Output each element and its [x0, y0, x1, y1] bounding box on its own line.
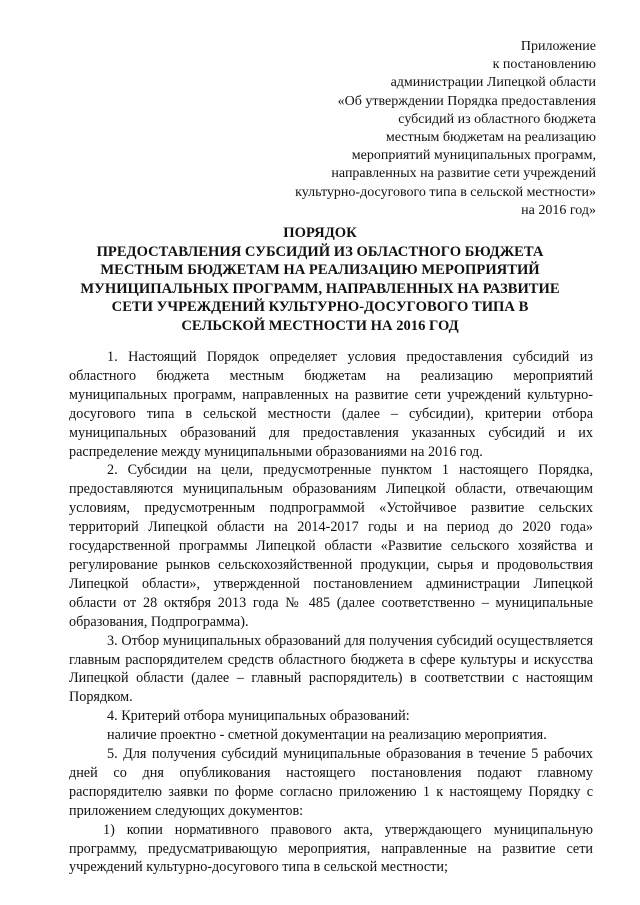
title-line: СЕЛЬСКОЙ МЕСТНОСТИ НА 2016 ГОД: [181, 317, 459, 334]
paragraph-2: 2. Субсидии на цели, предусмотренные пунктом 1 настоящего Порядка, предоставляются муниципальным образованиям Липецкой области, отвечающим условиям, предусмотренным подпрограммой «Устойчивое развитие сельских территорий Липецкой области на 2014-2017 годы и на период до 2020 года» государственной программы Липецкой области «Развитие сельского хозяйства и регулирование рынков сельскохозяйственной продукции, сырья и продовольствия Липецкой области», утвержденной постановлением администрации Липецкой области от 28 октября 2013 года № 485 (далее соответственно – муниципальные образования, Подпрограмма).: [69, 462, 593, 630]
title-line: МУНИЦИПАЛЬНЫХ ПРОГРАММ, НАПРАВЛЕННЫХ НА РАЗВИТИЕ: [80, 280, 560, 297]
paragraph-1: 1. Настоящий Порядок определяет условия предоставления субсидий из областного бюджета местным бюджетам на реализацию мероприятий муниципальных программ, направленных на развитие сети учреждений культурно-досугового типа в сельской местности (далее – субсидии), критерии отбора муниципальных образований для предоставления указанных субсидий и их распределение между муниципальными образованиями на 2016 год.: [69, 349, 593, 460]
attachment-line: местным бюджетам на реализацию: [385, 130, 596, 146]
paragraph-3: 3. Отбор муниципальных образований для получения субсидий осуществляется главным распорядителем средств областного бюджета в сфере культуры и искусства Липецкой области (далее – главный распорядитель) в соответствии с настоящим Порядком.: [69, 632, 593, 706]
title-line: МЕСТНЫМ БЮДЖЕТАМ НА РЕАЛИЗАЦИЮ МЕРОПРИЯТИЙ: [100, 262, 540, 279]
attachment-line: на 2016 год»: [521, 202, 596, 218]
attachment-line: «Об утверждении Порядка предоставления: [337, 93, 596, 109]
attachment-line: мероприятий муниципальных программ,: [351, 148, 596, 164]
attachment-line: направленных на развитие сети учреждений: [331, 166, 596, 182]
document-body: [69, 348, 593, 877]
title-line: СЕТИ УЧРЕЖДЕНИЙ КУЛЬТУРНО-ДОСУГОВОГО ТИПА В: [111, 299, 529, 316]
attachment-header: [216, 38, 596, 220]
paragraph-5: 5. Для получения субсидий муниципальные образования в течение 5 рабочих дней со дня опубликования настоящего постановления подают главному распорядителю заявки по форме согласно приложению 1 к настоящему Порядку с приложением следующих документов:: [69, 746, 593, 819]
paragraph-4-criterion: наличие проектно - сметной документации на реализацию мероприятия.: [107, 727, 547, 744]
paragraph-5-item-1: 1) копии нормативного правового акта, утверждающего муниципальную программу, предусматривающую мероприятия, направленные на развитие сети учреждений культурно-досугового типа в сельской местности;: [69, 821, 593, 876]
attachment-line: администрации Липецкой области: [390, 75, 596, 91]
document-title: [60, 224, 580, 336]
title-line: ПРЕДОСТАВЛЕНИЯ СУБСИДИЙ ИЗ ОБЛАСТНОГО БЮДЖЕТА: [96, 243, 544, 260]
paragraph-4: 4. Критерий отбора муниципальных образований:: [107, 708, 410, 725]
attachment-line: субсидий из областного бюджета: [398, 111, 596, 127]
attachment-line: Приложение: [520, 39, 596, 54]
title-line: ПОРЯДОК: [283, 225, 357, 241]
attachment-line: культурно-досугового типа в сельской местности»: [295, 184, 596, 200]
attachment-line: к постановлению: [492, 57, 596, 73]
